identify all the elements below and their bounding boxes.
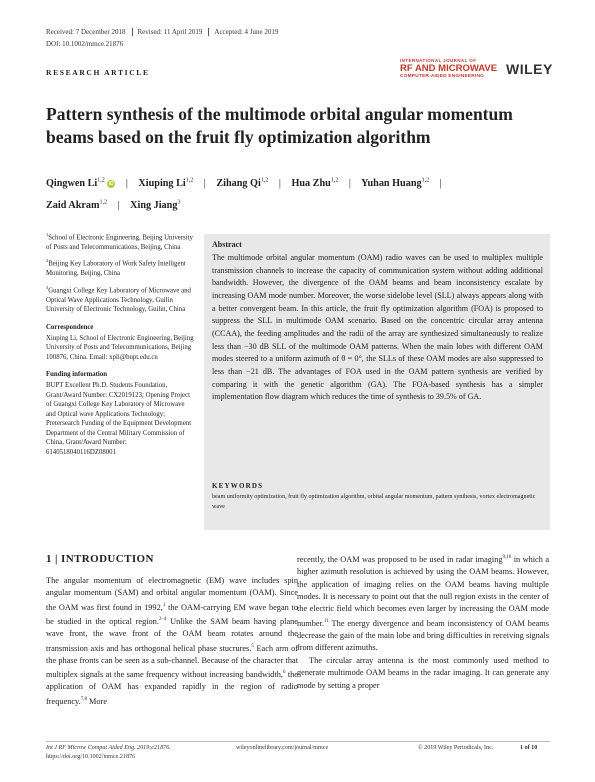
article-type: RESEARCH ARTICLE: [46, 68, 150, 77]
keywords-heading: KEYWORDS: [212, 482, 264, 490]
correspondence-heading: Correspondence: [46, 323, 94, 331]
accepted-date: Accepted: 4 June 2019: [214, 28, 279, 36]
doi[interactable]: DOI: 10.1002/mmce.21876: [46, 40, 124, 48]
article-dates: [46, 28, 289, 36]
paper-title: Pattern synthesis of the multimode orbital angular momentum beams based on the fruit fly optimization algorithm: [46, 104, 513, 147]
body-column-right: [297, 552, 549, 692]
publisher-logo: WILEY: [506, 61, 553, 77]
section-heading: 1 | INTRODUCTION: [46, 553, 154, 565]
correspondence-text: Xiuping Li, School of Electronic Engineering, Beijing University of Posts and Telecommunications, Beijing 100876, China. Email: xpli@bupt.edu.cn: [46, 334, 194, 361]
revised-date: Revised: 11 April 2019: [138, 28, 210, 36]
abstract-heading: Abstract: [212, 240, 242, 249]
journal-logo: [400, 58, 553, 88]
body-column-left: [46, 575, 298, 708]
author[interactable]: Qingwen Li$^{1,2}$: [46, 178, 105, 190]
sidebar: [46, 230, 196, 462]
footer-doi-link[interactable]: https://doi.org/10.1002/mmce.21876: [46, 754, 136, 760]
footer-journal: Int J RF Microw Comput Aided Eng. 2019;e21876.: [46, 745, 171, 751]
author[interactable]: Yuhan Huang$^{1,2}$: [361, 178, 430, 190]
logo-line2: RF AND MICROWAVE: [400, 63, 498, 74]
author-list: Qingwen Li$^{1,2}$ iD | Xiuping Li$^{1,2}$ | Zihang Qi$^{1,2}$ | Hua Zhu$^{1,2}$ | Yuhan Huang$^{1,2}$ | Zaid Akram$^{1,2}$ | Xing Jiang$^3$: [46, 178, 442, 211]
funding-text: BUPT Excellent Ph.D. Students Foundation, Grant/Award Number: CX2019123; Opening Project of Guangxi College Key Laboratory of Microwave and Optical wave Applications Technology; Pretersearch Funding of the Equipment Development Department of the Central Military Commission of China, Grant/Award Number: 6140518040116DZ08001: [46, 381, 192, 457]
received-date: Received: 7 December 2018: [46, 28, 133, 36]
keywords-text: beam uniformity optimization, fruit fly optimization algorithm, orbital angular momentum, pattern synthesis, vortex electromagnetic wave: [212, 494, 536, 510]
page-number: 1 of 10: [520, 745, 538, 751]
logo-line3: COMPUTER-AIDED ENGINEERING: [400, 74, 485, 79]
logo-line1: INTERNATIONAL JOURNAL OF: [400, 58, 477, 63]
affiliation: $^2$Beijing Key Laboratory of Work Safety Intelligent Monitoring, Beijing, China: [46, 258, 186, 278]
orcid-icon[interactable]: iD: [108, 181, 114, 188]
author[interactable]: Xing Jiang$^3$: [130, 199, 181, 211]
author[interactable]: Xiuping Li$^{1,2}$: [138, 178, 194, 190]
keywords: [212, 482, 542, 512]
page-footer: [46, 741, 550, 760]
affiliation: $^3$Guangxi College Key Laboratory of Microwave and Optical Wave Applications Technology, Guilin University of Electronic Technology, Guilin, China: [46, 284, 191, 314]
footer-copyright: © 2019 Wiley Periodicals, Inc.: [418, 745, 494, 751]
affiliation: $^1$School of Electronic Engineering, Beijing University of Posts and Telecommunications, Beijing, China: [46, 232, 193, 251]
author[interactable]: Zaid Akram$^{1,2}$: [46, 199, 107, 211]
paragraph: recently, the OAM was proposed to be used in radar imaging$^{9,10}$ in which a higher azimuth resolution is achieved by using the OAM beams. However, the application of imaging relies on the OAM beams having multiple modes. It is necessary to point out that the null region exists in the center of the electric field which becomes even larger by increasing the OAM mode number.$^{11}$ The energy divergence and beam inconsistency of OAM beams decrease the gain of the main lobe and bring difficulties in receiving signals from different azimuths.: [297, 554, 549, 653]
paragraph: The angular momentum of electromagnetic (EM) wave includes spin angular momentum (SAM) and orbital angular momentum (OAM). Since the OAM was first found in 1992,$^1$ the OAM-carrying EM wave began to be studied in the optical region.$^{2-4}$ Unlike the SAM beam having plane wave front, the wave front of the OAM beam rotates around the transmission axis and has orthogonal helical phase stucrures.$^5$ Each arm of the phase fronts can be seen as a sub-channel. Because of the character that multiplex signals at the same frequency without increasing bandwidth,$^6$ the application of OAM has expanded rapidly in the region of radio frequency.$^{7,8}$ More: [46, 576, 298, 706]
footer-site-link[interactable]: wileyonlinelibrary.com/journal/mmce: [236, 745, 329, 751]
author[interactable]: Hua Zhu$^{1,2}$: [291, 178, 339, 190]
author[interactable]: Zihang Qi$^{1,2}$: [216, 178, 269, 190]
funding-heading: Funding information: [46, 371, 107, 379]
abstract-text: The multimode orbital angular momentum (OAM) radio waves can be used to multiplex multiple transmission channels to increase the capacity of communication system without adding additional bandwidth. However, the divergence of the OAM beams and beam inconsistency escalate by increasing OAM mode number. Moreover, the worse sidelobe level (SLL) always appears along with a better convergent beam. In this article, the fruit fly optimization algorithm (FOA) is proposed to suppress the SLL in multimode OAM scenario. Based on the concentric circular array antenna (CCAA), the feeding amplitudes and the radii of the array are synthesized simultaneously to realize less than −30 dB SLL of the multimode OAM patterns. When the main lobes with different OAM modes steered to a uniform azimuth of θ = 0°, the SLLs of these OAM modes are also suppressed to less than −21 dB. The advantages of FOA used in the OAM pattern synthesis are verified by comparing it with the genetic algorithm (GA). The FOA-based synthesis has a simpler implementation flow diagram which reduces the time of synthesis to 39.5% of GA.: [212, 253, 543, 402]
paragraph: The circular array antenna is the most commonly used method to generate multimode OAM beams in the radar imaging. It can generate any mode by setting a proper: [297, 655, 549, 690]
